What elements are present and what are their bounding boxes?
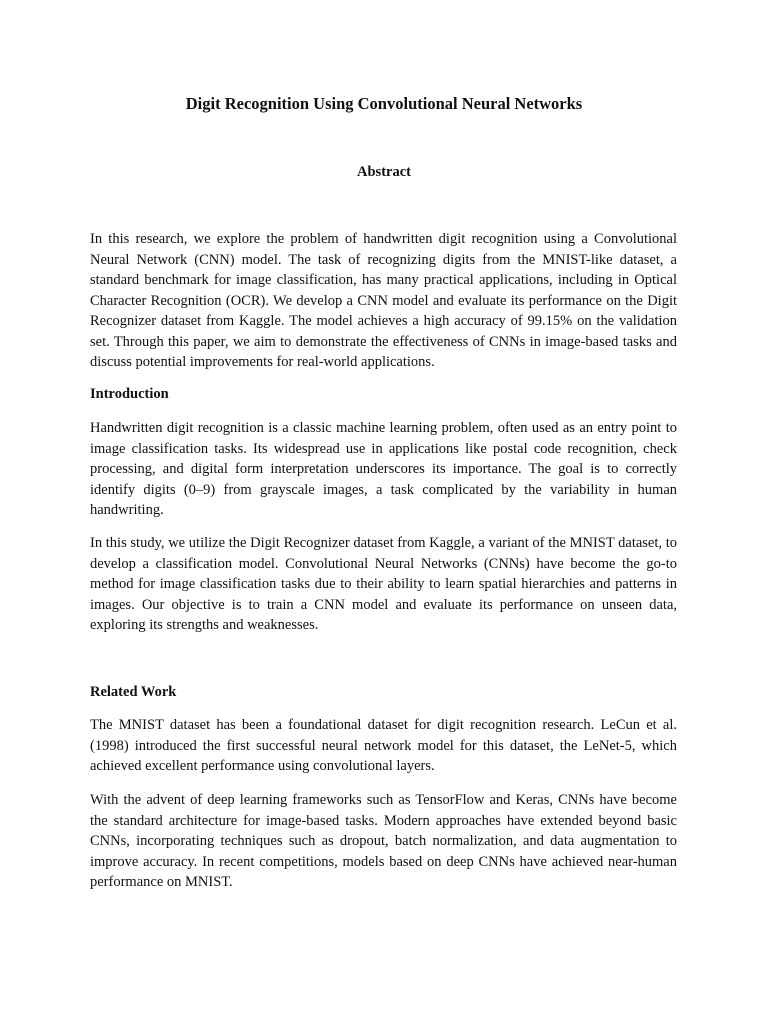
- related-work-paragraph-2: With the advent of deep learning frameworks such as TensorFlow and Keras, CNNs have become the standard architecture for image-based tasks. Modern approaches have extended beyond basic CNNs, incorporating techniques such as dropout, batch normalization, and data augmentation to improve accuracy. In recent competitions, models based on deep CNNs have achieved near-human performance on MNIST.: [90, 792, 677, 890]
- paper-title: Digit Recognition Using Convolutional Neural Networks: [185, 94, 583, 113]
- introduction-paragraph-1: Handwritten digit recognition is a classic machine learning problem, often used as an entry point to image classification tasks. Its widespread use in applications like postal code recognition, check processing, and digital form interpretation underscores its importance. The goal is to correctly identify digits (0–9) from grayscale images, a task complicated by the variability in human handwriting.: [90, 420, 677, 518]
- related-work-heading: Related Work: [90, 684, 177, 700]
- introduction-paragraph-2: In this study, we utilize the Digit Recognizer dataset from Kaggle, a variant of the MNIST dataset, to develop a classification model. Convolutional Neural Networks (CNNs) have become the go-to method for image classification tasks due to their ability to learn spatial hierarchies and patterns in images. Our objective is to train a CNN model and evaluate its performance on unseen data, exploring its strengths and weaknesses.: [90, 535, 677, 633]
- related-work-paragraph-1: The MNIST dataset has been a foundational dataset for digit recognition research. LeCun et al. (1998) introduced the first successful neural network model for this dataset, the LeNet-5, which achieved excellent performance using convolutional layers.: [90, 717, 677, 774]
- abstract-heading: Abstract: [357, 164, 411, 180]
- introduction-heading: Introduction: [90, 386, 169, 402]
- abstract-paragraph: In this research, we explore the problem of handwritten digit recognition using a Convolutional Neural Network (CNN) model. The task of recognizing digits from the MNIST-like dataset, a standard benchmark for image classification, has many practical applications, including in Optical Character Recognition (OCR). We develop a CNN model and evaluate its performance on the Digit Recognizer dataset from Kaggle. The model achieves a high accuracy of 99.15% on the validation set. Through this paper, we aim to demonstrate the effectiveness of CNNs in image-based tasks and discuss potential improvements for real-world applications.: [90, 231, 677, 370]
